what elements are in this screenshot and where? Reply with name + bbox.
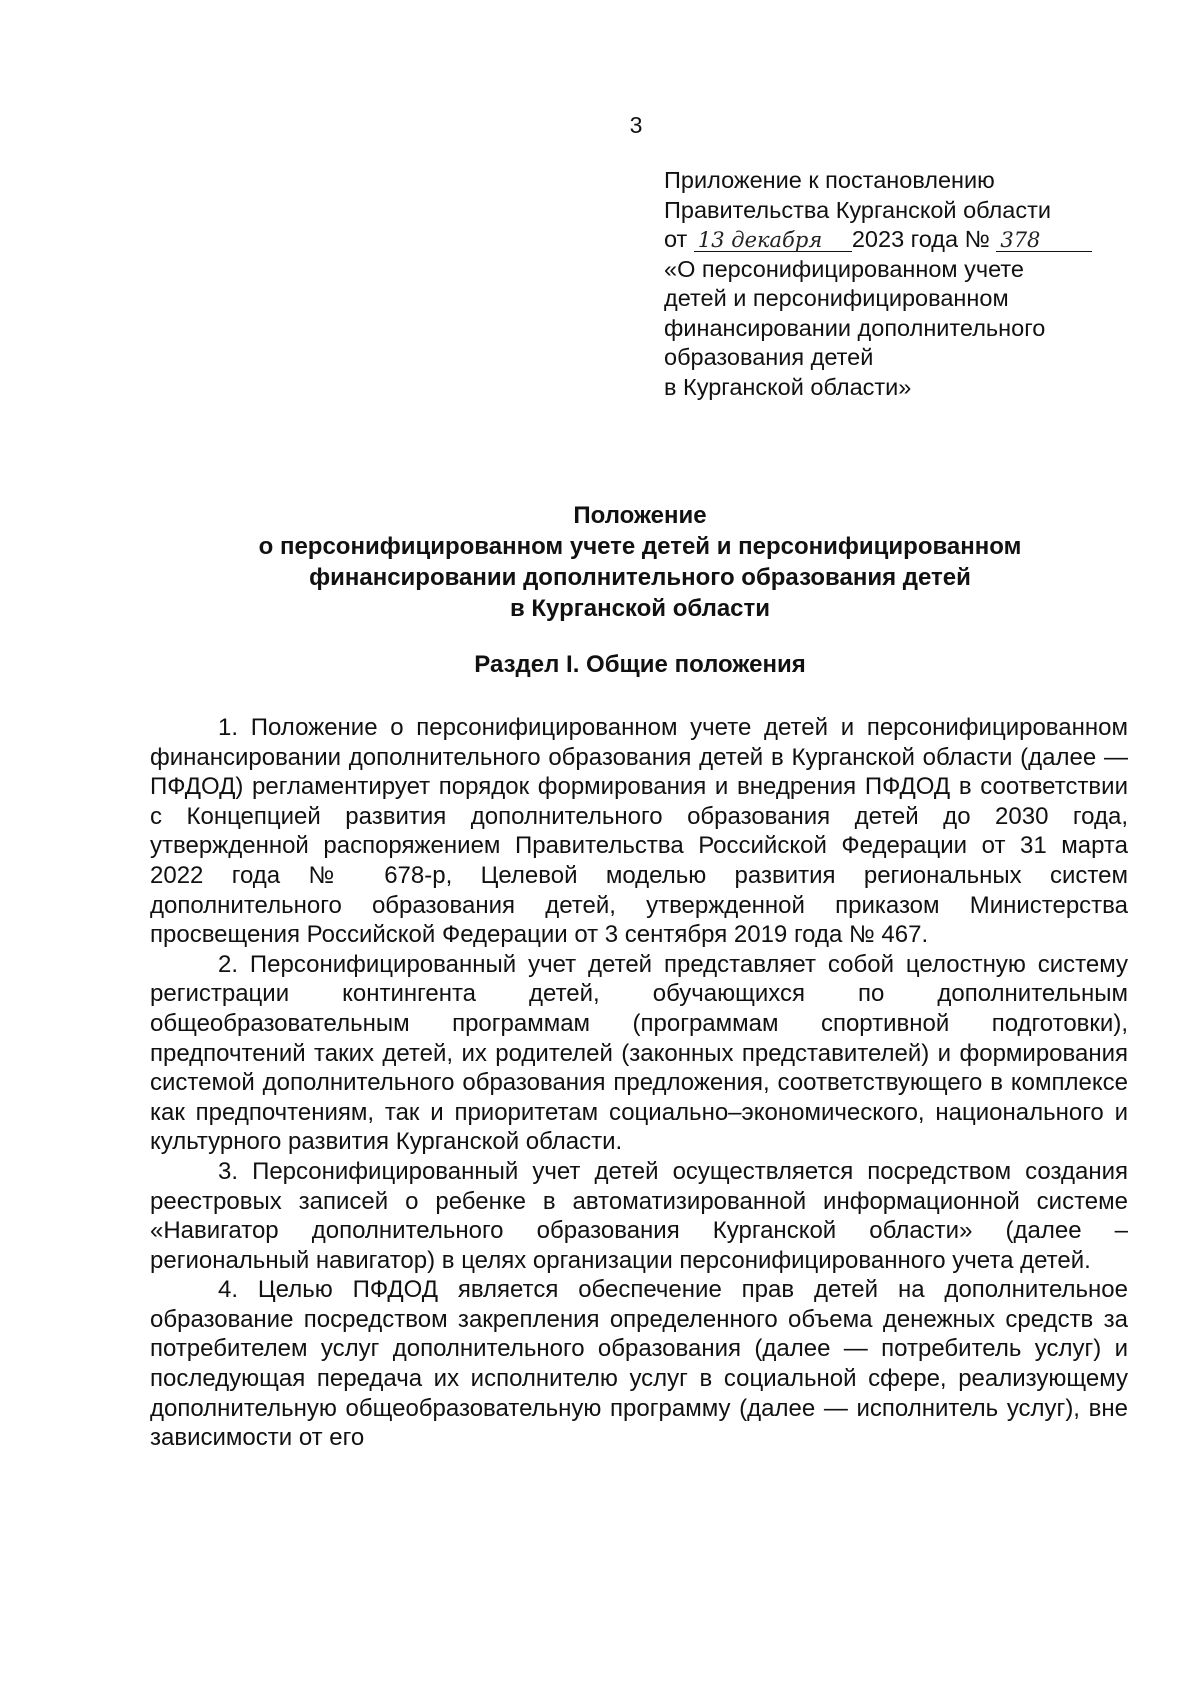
title-line-1: Положение <box>573 502 707 529</box>
title-line-4: в Курганской области <box>509 595 771 622</box>
body-text <box>150 713 1128 1453</box>
paragraph-1: 1. Положение о персонифицированном учете детей и персонифицированном финансировании дополнительного образования детей в Курганской области (далее — ПФДОД) регламентирует порядок формирования и внедрения ПФДОД в соответствии с Концепцией развития дополнительного образования детей до 2030 года, утвержденной распоряжением Правительства Российской Федерации от 31 марта 2022 года № 678-р, Целевой моделью развития региональных систем дополнительного образования детей, утвержденной приказом Министерства просвещения Российской Федерации от 3 сентября 2019 года № 467. <box>150 714 1128 949</box>
paragraph-4: 4. Целью ПФДОД является обеспечение прав детей на дополнительное образование посредством закрепления определенного объема денежных средств за потребителем услуг дополнительного образования (далее — потребитель услуг) и последующая передача их исполнителю услуг в социальной сфере, реализующему дополнительную общеобразовательную программу (далее — исполнитель услуг), вне зависимости от его <box>150 1276 1128 1452</box>
annex-line-2: Правительства Курганской области <box>664 196 1051 223</box>
title-line-3: финансировании дополнительного образования детей <box>309 564 971 591</box>
annex-line-1: Приложение к постановлению <box>664 167 995 193</box>
paragraph-3: 3. Персонифицированный учет детей осуществляется посредством создания реестровых записей о ребенке в автоматизированной информационной системе «Навигатор дополнительного образования Курганской области» (далее – региональный навигатор) в целях организации персонифицированного учета детей. <box>150 1157 1128 1274</box>
annex-date-prefix: от <box>664 226 688 252</box>
annex-line-6: финансировании дополнительного <box>664 314 1046 341</box>
page-number: 3 <box>629 112 643 138</box>
handwritten-number: 378 <box>996 229 1092 252</box>
annex-line-7: образования детей <box>664 344 874 370</box>
annex-date-suffix: 2023 года № <box>851 226 990 252</box>
annex-block <box>664 166 1124 402</box>
paragraph-2: 2. Персонифицированный учет детей представляет собой целостную систему регистрации контингента детей, обучающихся по дополнительным общеобразовательным программам (программам спортивной подготовки), предпочтений таких детей, их родителей (законных представителей) и формирования системой дополнительного образования предложения, соответствующего в комплексе как предпочтениям, так и приоритетам социально–экономического, национального и культурного развития Курганской области. <box>150 950 1128 1156</box>
annex-line-8: в Курганской области» <box>664 373 912 400</box>
document-title <box>150 500 1130 624</box>
annex-line-5: детей и персонифицированном <box>664 285 1009 311</box>
annex-line-4: «О персонифицированном учете <box>664 255 1024 282</box>
annex-date-line <box>664 225 1124 255</box>
section-title: Раздел I. Общие положения <box>474 651 806 678</box>
handwritten-date: 13 декабря <box>694 229 852 252</box>
title-line-2: о персонифицированном учете детей и персонифицированном <box>258 533 1022 560</box>
